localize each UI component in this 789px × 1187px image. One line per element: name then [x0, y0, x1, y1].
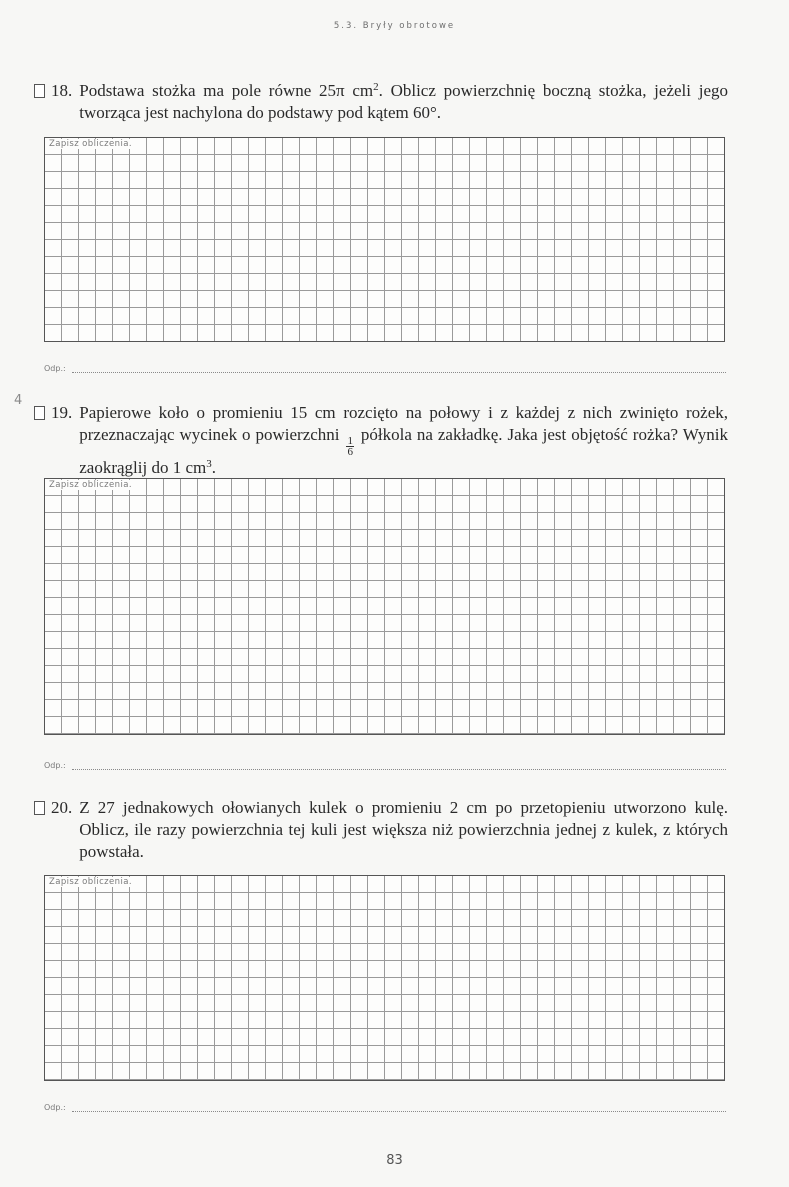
problem-number: 18.: [51, 81, 73, 100]
problem-18: [34, 80, 728, 124]
work-label: Zapisz obliczenia.: [46, 139, 135, 149]
work-label: Zapisz obliczenia.: [46, 480, 135, 490]
margin-handwritten-note: 4: [14, 393, 23, 408]
answer-dots: [72, 1103, 726, 1112]
fraction-one-sixth: $\frac{1}{6}$: [347, 435, 353, 458]
work-grid-19[interactable]: [44, 478, 725, 735]
page-number: 83: [386, 1153, 403, 1168]
work-label: Zapisz obliczenia.: [46, 877, 135, 887]
work-grid-18[interactable]: [44, 137, 725, 342]
problem-20: [34, 797, 728, 863]
problem-number: 20.: [51, 798, 73, 817]
answer-label: Odp.:: [44, 1103, 66, 1112]
problem-text: Z 27 jednakowych ołowianych kulek o promieniu 2 cm po przetopieniu utworzono kulę. Oblicz, ile razy powierzchnia tej kuli jest większa niż powierzchnia jednej z kulek, z których powstała.: [79, 798, 728, 861]
answer-line-20[interactable]: [44, 1103, 726, 1112]
checkbox-19[interactable]: [34, 406, 45, 420]
answer-line-18[interactable]: [44, 364, 726, 373]
answer-label: Odp.:: [44, 364, 66, 373]
answer-label: Odp.:: [44, 761, 66, 770]
answer-dots: [72, 364, 726, 373]
answer-line-19[interactable]: [44, 761, 726, 770]
checkbox-20[interactable]: [34, 801, 45, 815]
problem-number: 19.: [51, 403, 73, 422]
answer-dots: [72, 761, 726, 770]
problem-text: Podstawa stożka ma pole równe 25π $cm^2$. Oblicz powierzchnię boczną stożka, jeżeli jego tworząca jest nachylona do podstawy pod kątem 60°.: [79, 81, 728, 122]
checkbox-18[interactable]: [34, 84, 45, 98]
problem-19: [34, 402, 728, 479]
running-head: 5.3. Bryły obrotowe: [333, 21, 456, 31]
problem-text: Papierowe koło o promieniu 15 cm rozcięto na połowy i z każdej z nich zwinięto rożek, przeznaczając wycinek o powierzchni $\frac{1}{6}$ półkola na zakładkę. Jaka jest objętość rożka? Wynik zaokrąglij do 1 $cm^3$.: [79, 403, 728, 477]
work-grid-20[interactable]: [44, 875, 725, 1081]
